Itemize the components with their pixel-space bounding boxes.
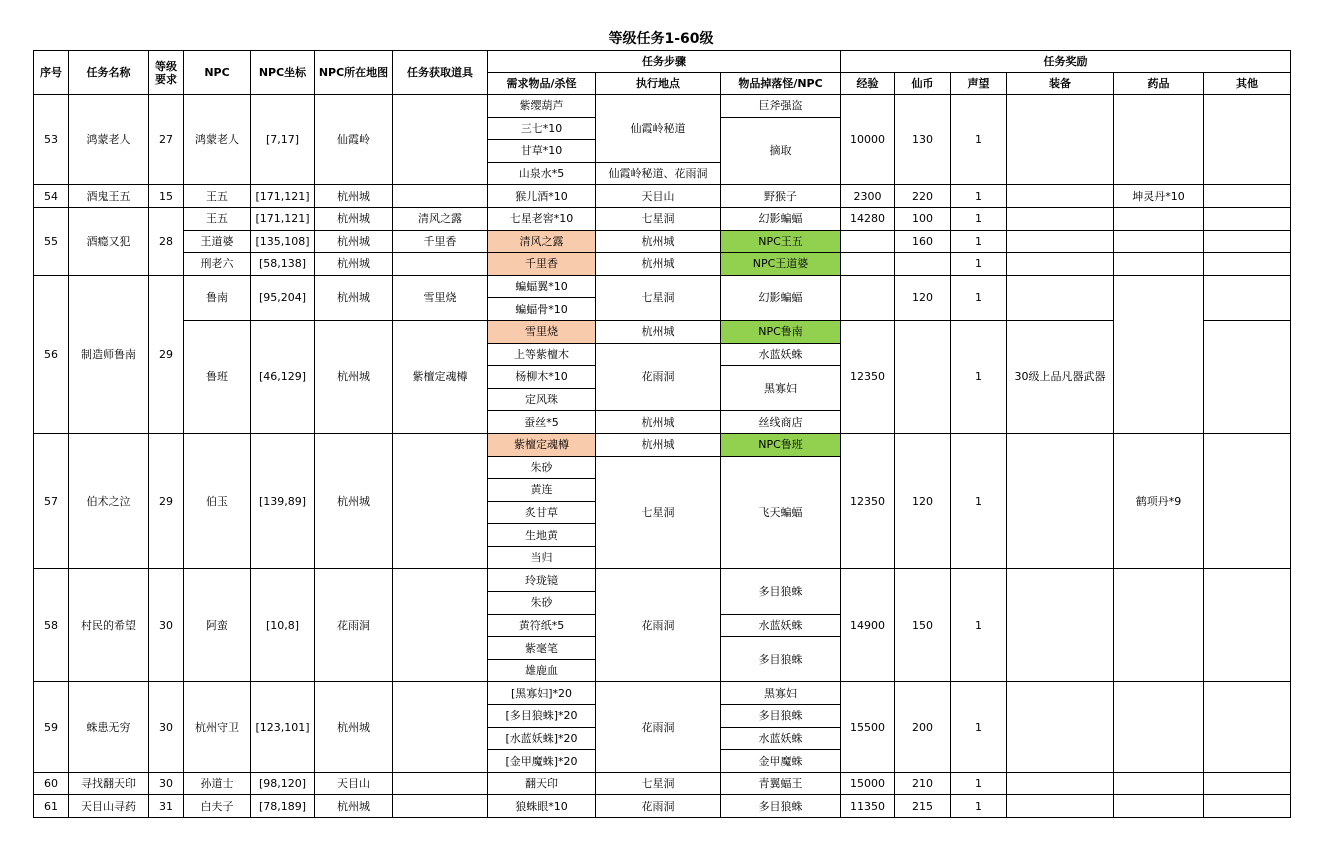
quest-level: 27 <box>149 95 184 185</box>
place-cell: 杭州城 <box>596 253 721 276</box>
need-cell: 紫缨葫芦 <box>488 95 596 118</box>
drop-cell: 黑寡妇 <box>721 682 841 705</box>
quest-name: 伯术之泣 <box>69 433 149 569</box>
other-cell <box>1204 772 1291 795</box>
place-cell: 杭州城 <box>596 411 721 434</box>
quest-item <box>393 569 488 682</box>
need-cell: 朱砂 <box>488 592 596 615</box>
quest-coord: [78,189] <box>251 795 315 818</box>
quest-coord: [10,8] <box>251 569 315 682</box>
quest-npc: 白夫子 <box>184 795 251 818</box>
quest-map: 杭州城 <box>315 253 393 276</box>
place-cell: 七星洞 <box>596 456 721 569</box>
quest-item: 紫檀定魂樽 <box>393 320 488 433</box>
fame-cell: 1 <box>951 682 1007 772</box>
quest-id: 58 <box>34 569 69 682</box>
other-cell <box>1204 433 1291 569</box>
page-title: 等级任务1-60级 <box>608 31 714 47</box>
other-cell <box>1204 253 1291 276</box>
place-cell: 花雨洞 <box>596 569 721 682</box>
medicine-cell <box>1114 253 1204 276</box>
quest-npc: 孙道士 <box>184 772 251 795</box>
exp-cell <box>841 230 895 253</box>
quest-name: 蛛患无穷 <box>69 682 149 772</box>
quest-map: 杭州城 <box>315 320 393 433</box>
quest-coord: [171,121] <box>251 185 315 208</box>
fame-cell: 1 <box>951 795 1007 818</box>
other-cell <box>1204 185 1291 208</box>
table-row <box>34 433 1291 456</box>
need-cell: 朱砂 <box>488 456 596 479</box>
header-npc: NPC <box>184 51 251 95</box>
quest-level: 30 <box>149 569 184 682</box>
header-drop: 物品掉落怪/NPC <box>721 73 841 95</box>
medicine-cell <box>1114 207 1204 230</box>
fame-cell: 1 <box>951 275 1007 320</box>
exp-cell: 2300 <box>841 185 895 208</box>
equip-cell <box>1007 185 1114 208</box>
quest-map: 杭州城 <box>315 207 393 230</box>
table-row <box>34 569 1291 592</box>
equip-cell: 30级上品凡器武器 <box>1007 320 1114 433</box>
header-other: 其他 <box>1204 73 1291 95</box>
quest-id: 56 <box>34 275 69 433</box>
quest-coord: [123,101] <box>251 682 315 772</box>
money-cell: 200 <box>895 682 951 772</box>
quest-id: 55 <box>34 207 69 275</box>
table-row <box>34 185 1291 208</box>
money-cell: 210 <box>895 772 951 795</box>
quest-coord: [135,108] <box>251 230 315 253</box>
place-cell: 杭州城 <box>596 230 721 253</box>
place-cell: 七星洞 <box>596 772 721 795</box>
exp-cell: 12350 <box>841 433 895 569</box>
money-cell: 160 <box>895 230 951 253</box>
quest-level: 31 <box>149 795 184 818</box>
quest-name: 酒瘾又犯 <box>69 207 149 275</box>
exp-cell: 15500 <box>841 682 895 772</box>
money-cell: 220 <box>895 185 951 208</box>
need-cell: [金甲魔蛛]*20 <box>488 750 596 773</box>
drop-cell: 青翼蝠王 <box>721 772 841 795</box>
equip-cell <box>1007 772 1114 795</box>
other-cell <box>1204 682 1291 772</box>
need-cell: 杨柳木*10 <box>488 366 596 389</box>
money-cell: 120 <box>895 275 951 320</box>
drop-cell: 黑寡妇 <box>721 366 841 411</box>
quest-item <box>393 795 488 818</box>
table-row <box>34 95 1291 118</box>
drop-cell: 多目狼蛛 <box>721 637 841 682</box>
table-row <box>34 682 1291 705</box>
quest-npc: 王道婆 <box>184 230 251 253</box>
medicine-cell <box>1114 795 1204 818</box>
quest-table <box>33 50 1291 818</box>
fame-cell: 1 <box>951 253 1007 276</box>
quest-coord: [58,138] <box>251 253 315 276</box>
money-cell <box>895 253 951 276</box>
drop-cell: NPC王道婆 <box>721 253 841 276</box>
quest-map: 杭州城 <box>315 433 393 569</box>
medicine-cell: 坤灵丹*10 <box>1114 185 1204 208</box>
need-cell: [黑寡妇]*20 <box>488 682 596 705</box>
quest-coord: [95,204] <box>251 275 315 320</box>
medicine-cell <box>1114 569 1204 682</box>
need-cell: 上等紫檀木 <box>488 343 596 366</box>
quest-npc: 鲁南 <box>184 275 251 320</box>
place-cell: 七星洞 <box>596 207 721 230</box>
need-cell: 当归 <box>488 546 596 569</box>
equip-cell <box>1007 95 1114 185</box>
need-cell: 山泉水*5 <box>488 162 596 185</box>
exp-cell: 14280 <box>841 207 895 230</box>
header-exp: 经验 <box>841 73 895 95</box>
medicine-cell <box>1114 230 1204 253</box>
drop-cell: NPC鲁南 <box>721 320 841 343</box>
table-row <box>34 253 1291 276</box>
drop-cell: 多目狼蛛 <box>721 705 841 728</box>
header-steps: 任务步骤 <box>488 51 841 73</box>
money-cell: 100 <box>895 207 951 230</box>
need-cell: 蝙蝠翼*10 <box>488 275 596 298</box>
need-cell: [多目狼蛛]*20 <box>488 705 596 728</box>
exp-cell: 15000 <box>841 772 895 795</box>
drop-cell: NPC王五 <box>721 230 841 253</box>
fame-cell: 1 <box>951 95 1007 185</box>
drop-cell: 水蓝妖蛛 <box>721 727 841 750</box>
drop-cell: 幻影蝙蝠 <box>721 275 841 320</box>
drop-cell: 金甲魔蛛 <box>721 750 841 773</box>
medicine-cell <box>1114 275 1204 433</box>
quest-item <box>393 185 488 208</box>
quest-coord: [98,120] <box>251 772 315 795</box>
medicine-cell: 鹤项丹*9 <box>1114 433 1204 569</box>
header-id: 序号 <box>34 51 69 95</box>
need-cell: 生地黄 <box>488 524 596 547</box>
quest-id: 57 <box>34 433 69 569</box>
exp-cell <box>841 253 895 276</box>
place-cell: 花雨洞 <box>596 343 721 411</box>
money-cell <box>895 320 951 433</box>
fame-cell: 1 <box>951 320 1007 433</box>
need-cell: 翻天印 <box>488 772 596 795</box>
fame-cell: 1 <box>951 185 1007 208</box>
need-cell: [水蓝妖蛛]*20 <box>488 727 596 750</box>
quest-level: 29 <box>149 275 184 433</box>
quest-name: 村民的希望 <box>69 569 149 682</box>
need-cell: 清风之露 <box>488 230 596 253</box>
table-row <box>34 795 1291 818</box>
quest-item <box>393 772 488 795</box>
quest-npc: 杭州守卫 <box>184 682 251 772</box>
drop-cell: 飞天蝙蝠 <box>721 456 841 569</box>
quest-item <box>393 433 488 569</box>
quest-coord: [171,121] <box>251 207 315 230</box>
quest-item: 雪里烧 <box>393 275 488 320</box>
other-cell <box>1204 795 1291 818</box>
drop-cell: 水蓝妖蛛 <box>721 614 841 637</box>
need-cell: 雄鹿血 <box>488 659 596 682</box>
drop-cell: 水蓝妖蛛 <box>721 343 841 366</box>
header-fame: 声望 <box>951 73 1007 95</box>
quest-name: 酒鬼王五 <box>69 185 149 208</box>
quest-npc: 伯玉 <box>184 433 251 569</box>
quest-npc: 鸿蒙老人 <box>184 95 251 185</box>
quest-map: 杭州城 <box>315 795 393 818</box>
need-cell: 蚕丝*5 <box>488 411 596 434</box>
quest-level: 15 <box>149 185 184 208</box>
quest-map: 花雨洞 <box>315 569 393 682</box>
quest-map: 仙霞岭 <box>315 95 393 185</box>
quest-level: 28 <box>149 207 184 275</box>
other-cell <box>1204 230 1291 253</box>
fame-cell: 1 <box>951 772 1007 795</box>
quest-id: 53 <box>34 95 69 185</box>
drop-cell: 巨斧强盗 <box>721 95 841 118</box>
drop-cell: 丝线商店 <box>721 411 841 434</box>
quest-coord: [46,129] <box>251 320 315 433</box>
medicine-cell <box>1114 95 1204 185</box>
need-cell: 千里香 <box>488 253 596 276</box>
fame-cell: 1 <box>951 433 1007 569</box>
quest-id: 59 <box>34 682 69 772</box>
quest-npc: 刑老六 <box>184 253 251 276</box>
money-cell: 215 <box>895 795 951 818</box>
table-row <box>34 275 1291 298</box>
table-row <box>34 772 1291 795</box>
quest-id: 54 <box>34 185 69 208</box>
money-cell: 120 <box>895 433 951 569</box>
header-equip: 装备 <box>1007 73 1114 95</box>
header-medicine: 药品 <box>1114 73 1204 95</box>
quest-name: 鸿蒙老人 <box>69 95 149 185</box>
need-cell: 紫檀定魂樽 <box>488 433 596 456</box>
quest-item: 千里香 <box>393 230 488 253</box>
fame-cell: 1 <box>951 207 1007 230</box>
exp-cell: 12350 <box>841 320 895 433</box>
equip-cell <box>1007 207 1114 230</box>
other-cell <box>1204 95 1291 185</box>
need-cell: 蝙蝠骨*10 <box>488 298 596 321</box>
quest-coord: [7,17] <box>251 95 315 185</box>
place-cell: 仙霞岭秘道 <box>596 95 721 163</box>
header-reward: 任务奖励 <box>841 51 1291 73</box>
quest-item: 清风之露 <box>393 207 488 230</box>
header-coord: NPC坐标 <box>251 51 315 95</box>
exp-cell: 14900 <box>841 569 895 682</box>
quest-map: 杭州城 <box>315 230 393 253</box>
quest-npc: 王五 <box>184 185 251 208</box>
place-cell: 杭州城 <box>596 433 721 456</box>
quest-id: 61 <box>34 795 69 818</box>
drop-cell: 野猴子 <box>721 185 841 208</box>
need-cell: 七星老窖*10 <box>488 207 596 230</box>
need-cell: 雪里烧 <box>488 320 596 343</box>
quest-coord: [139,89] <box>251 433 315 569</box>
quest-npc: 王五 <box>184 207 251 230</box>
drop-cell: 幻影蝙蝠 <box>721 207 841 230</box>
header-need: 需求物品/杀怪 <box>488 73 596 95</box>
quest-npc: 鲁班 <box>184 320 251 433</box>
drop-cell: NPC鲁班 <box>721 433 841 456</box>
place-cell: 花雨洞 <box>596 682 721 772</box>
exp-cell: 10000 <box>841 95 895 185</box>
quest-name: 制造师鲁南 <box>69 275 149 433</box>
quest-level: 30 <box>149 682 184 772</box>
place-cell: 花雨洞 <box>596 795 721 818</box>
need-cell: 三七*10 <box>488 117 596 140</box>
need-cell: 紫毫笔 <box>488 637 596 660</box>
quest-map: 杭州城 <box>315 275 393 320</box>
quest-map: 杭州城 <box>315 185 393 208</box>
header-map: NPC所在地图 <box>315 51 393 95</box>
need-cell: 玲珑镜 <box>488 569 596 592</box>
fame-cell: 1 <box>951 569 1007 682</box>
medicine-cell <box>1114 682 1204 772</box>
table-row <box>34 207 1291 230</box>
other-cell <box>1204 275 1291 320</box>
header-level: 等级要求 <box>149 51 184 95</box>
money-cell: 150 <box>895 569 951 682</box>
need-cell: 狼蛛眼*10 <box>488 795 596 818</box>
money-cell: 130 <box>895 95 951 185</box>
quest-level: 30 <box>149 772 184 795</box>
quest-map: 天目山 <box>315 772 393 795</box>
fame-cell: 1 <box>951 230 1007 253</box>
equip-cell <box>1007 230 1114 253</box>
equip-cell <box>1007 569 1114 682</box>
other-cell <box>1204 320 1291 433</box>
medicine-cell <box>1114 772 1204 795</box>
need-cell: 炙甘草 <box>488 501 596 524</box>
table-row <box>34 230 1291 253</box>
quest-npc: 阿蛮 <box>184 569 251 682</box>
place-cell: 天目山 <box>596 185 721 208</box>
need-cell: 猴儿酒*10 <box>488 185 596 208</box>
header-item: 任务获取道具 <box>393 51 488 95</box>
exp-cell: 11350 <box>841 795 895 818</box>
header-name: 任务名称 <box>69 51 149 95</box>
drop-cell: 多目狼蛛 <box>721 795 841 818</box>
equip-cell <box>1007 433 1114 569</box>
exp-cell <box>841 275 895 320</box>
need-cell: 黄连 <box>488 479 596 502</box>
quest-name: 天目山寻药 <box>69 795 149 818</box>
quest-item <box>393 253 488 276</box>
equip-cell <box>1007 682 1114 772</box>
equip-cell <box>1007 795 1114 818</box>
drop-cell: 摘取 <box>721 117 841 185</box>
quest-item <box>393 95 488 185</box>
other-cell <box>1204 569 1291 682</box>
quest-item <box>393 682 488 772</box>
drop-cell: 多目狼蛛 <box>721 569 841 614</box>
quest-name: 寻找翻天印 <box>69 772 149 795</box>
place-cell: 杭州城 <box>596 320 721 343</box>
need-cell: 甘草*10 <box>488 140 596 163</box>
header-money: 仙币 <box>895 73 951 95</box>
quest-map: 杭州城 <box>315 682 393 772</box>
other-cell <box>1204 207 1291 230</box>
table-row <box>34 320 1291 343</box>
place-cell: 仙霞岭秘道、花雨洞 <box>596 162 721 185</box>
place-cell: 七星洞 <box>596 275 721 320</box>
need-cell: 定风珠 <box>488 388 596 411</box>
quest-level: 29 <box>149 433 184 569</box>
quest-id: 60 <box>34 772 69 795</box>
equip-cell <box>1007 275 1114 320</box>
header-place: 执行地点 <box>596 73 721 95</box>
need-cell: 黄符纸*5 <box>488 614 596 637</box>
equip-cell <box>1007 253 1114 276</box>
